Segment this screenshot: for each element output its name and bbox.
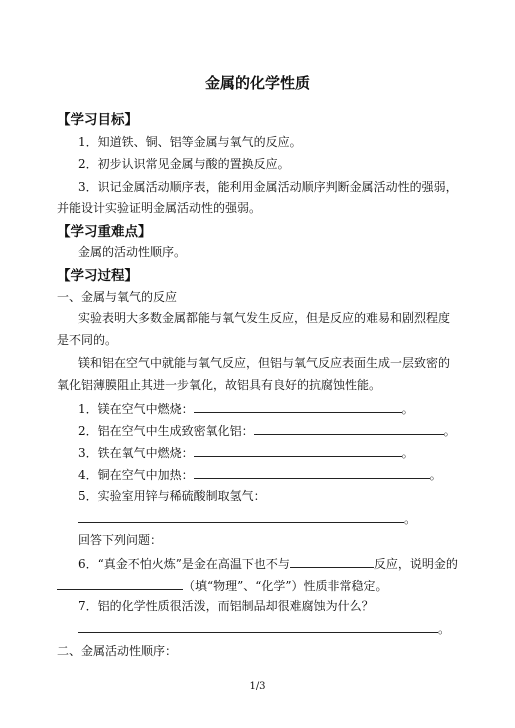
answer-blank-6a[interactable]	[290, 555, 374, 568]
goal-3-line-2: 并能设计实验证明金属活动性的强弱。	[57, 201, 262, 215]
section-heading-process: 【学习过程】	[57, 268, 138, 284]
part2-heading: 二、金属活动性顺序：	[57, 644, 178, 658]
question-6-text-b: 反应，说明金的	[373, 557, 458, 571]
question-3-text: 3．铁在氧气中燃烧：	[78, 446, 194, 460]
answer-blank-2[interactable]	[254, 422, 444, 435]
question-7: 7．铝的化学性质很活泼，而铝制品却很难腐蚀为什么？	[78, 599, 374, 613]
question-5-period: 。	[404, 512, 417, 526]
answer-blank-7[interactable]	[78, 620, 438, 633]
question-6-text-a: 6．“真金不怕火炼”是金在高温下也不与	[78, 557, 290, 571]
question-4-period: 。	[429, 468, 442, 482]
answer-blank-4[interactable]	[194, 466, 430, 479]
question-1-period: 。	[401, 402, 414, 416]
question-2-text: 2．铝在空气中生成致密氧化铝：	[78, 424, 254, 438]
question-6-line-1	[78, 555, 458, 571]
part1-paragraph-2-line-1: 镁和铝在空气中就能与氧气反应，但铝与氧气反应表面生成一层致密的	[78, 356, 451, 370]
question-1	[78, 400, 414, 416]
question-6-line-2	[57, 577, 388, 593]
page-number: 1/3	[249, 681, 266, 692]
answer-blank-6b[interactable]	[57, 577, 183, 590]
goal-1: 1．知道铁、铜、铝等金属与氧气的反应。	[78, 135, 302, 149]
question-1-text: 1．镁在空气中燃烧：	[78, 402, 194, 416]
answer-blank-5[interactable]	[78, 510, 404, 523]
question-7-period: 。	[438, 622, 451, 636]
part1-paragraph-1-line-2: 是不同的。	[57, 333, 118, 347]
answer-blank-3[interactable]	[194, 444, 402, 457]
question-4	[78, 466, 442, 482]
page-title: 金属的化学性质	[204, 74, 310, 92]
question-7-answer-line	[78, 620, 450, 636]
question-5: 5．实验室用锌与稀硫酸制取氢气：	[78, 489, 266, 503]
section-heading-goals: 【学习目标】	[57, 112, 138, 128]
goal-3-line-1: 3．识记金属活动顺序表，能利用金属活动顺序判断金属活动性的强弱，	[78, 180, 458, 194]
question-6-text-c: （填“物理”、“化学”）性质非常稳定。	[183, 579, 388, 593]
question-5-answer-line	[78, 510, 416, 526]
part1-heading: 一、金属与氧气的反应	[57, 290, 178, 304]
question-4-text: 4．铜在空气中加热：	[78, 468, 194, 482]
question-2	[78, 422, 456, 438]
answer-blank-1[interactable]	[194, 400, 402, 413]
key-point-text: 金属的活动性顺序。	[78, 245, 187, 259]
question-3-period: 。	[401, 446, 414, 460]
part1-paragraph-2-line-2: 氧化铝薄膜阻止其进一步氧化，故铝具有良好的抗腐蚀性能。	[57, 378, 382, 392]
answer-prompt: 回答下列问题：	[78, 533, 163, 547]
part1-paragraph-1-line-1: 实验表明大多数金属都能与氧气发生反应，但是反应的难易和剧烈程度	[78, 311, 451, 325]
question-2-period: 。	[443, 424, 456, 438]
question-3	[78, 444, 414, 460]
goal-2: 2．初步认识常见金属与酸的置换反应。	[78, 157, 290, 171]
section-heading-key-points: 【学习重难点】	[57, 224, 152, 240]
